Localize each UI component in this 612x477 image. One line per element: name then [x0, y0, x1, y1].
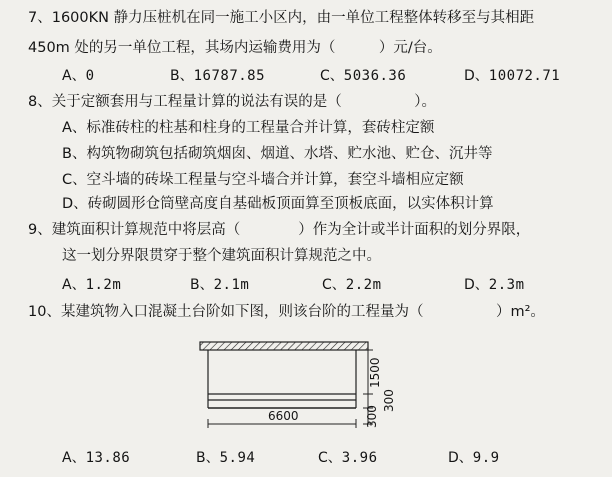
dimension-label-300-upper: 300: [382, 389, 396, 412]
landing-slab: [200, 342, 368, 350]
q7-option-a: A、0: [62, 68, 95, 84]
dimension-label-6600: 6600: [268, 409, 299, 423]
q7-option-c: C、5036.36: [320, 68, 407, 84]
dimension-label-300-lower: 300: [365, 405, 379, 428]
q9-line-2: 这一划分界限贯穿于整个建筑面积计算规范之中。: [62, 248, 381, 264]
q9-option-a: A、1.2m: [62, 277, 122, 293]
q9-option-d: D、2.3m: [464, 277, 525, 293]
q10-option-d: D、9.9: [448, 450, 500, 466]
q7-line-1: 7、1600KN 静力压桩机在同一施工小区内，由一单位工程整体转移至与其相距: [28, 10, 535, 26]
q7-option-d: D、10072.71: [464, 68, 561, 84]
dimension-label-1500: 1500: [368, 357, 382, 388]
q10-option-b: B、5.94: [196, 450, 256, 466]
q9-option-b: B、2.1m: [190, 277, 250, 293]
q10-option-a: A、13.86: [62, 450, 131, 466]
q7-line-2: 450m 处的另一单位工程，其场内运输费用为（ ）元/台。: [28, 40, 442, 56]
q8-statement-d: D、砖砌圆形仓筒壁高度自基础板顶面算至顶板底面，以实体积计算: [62, 196, 494, 212]
q10-option-c: C、3.96: [318, 450, 378, 466]
step-diagram: [196, 328, 416, 440]
q9-line-1: 9、建筑面积计算规范中将层高（ ）作为全计或半计面积的划分界限，: [28, 222, 531, 238]
q9-option-c: C、2.2m: [322, 277, 382, 293]
q8-statement-b: B、构筑物砌筑包括砌筑烟囱、烟道、水塔、贮水池、贮仓、沉井等: [62, 146, 493, 162]
q8-statement-a: A、标准砖柱的柱基和柱身的工程量合并计算，套砖柱定额: [62, 120, 435, 136]
q10-line-1: 10、某建筑物入口混凝土台阶如下图，则该台阶的工程量为（ ）m²。: [28, 304, 545, 320]
q7-option-b: B、16787.85: [170, 68, 266, 84]
q8-line-1: 8、关于定额套用与工程量计算的说法有误的是（ ）。: [28, 94, 436, 110]
q8-statement-c: C、空斗墙的砖垛工程量与空斗墙合并计算，套空斗墙相应定额: [62, 172, 464, 188]
